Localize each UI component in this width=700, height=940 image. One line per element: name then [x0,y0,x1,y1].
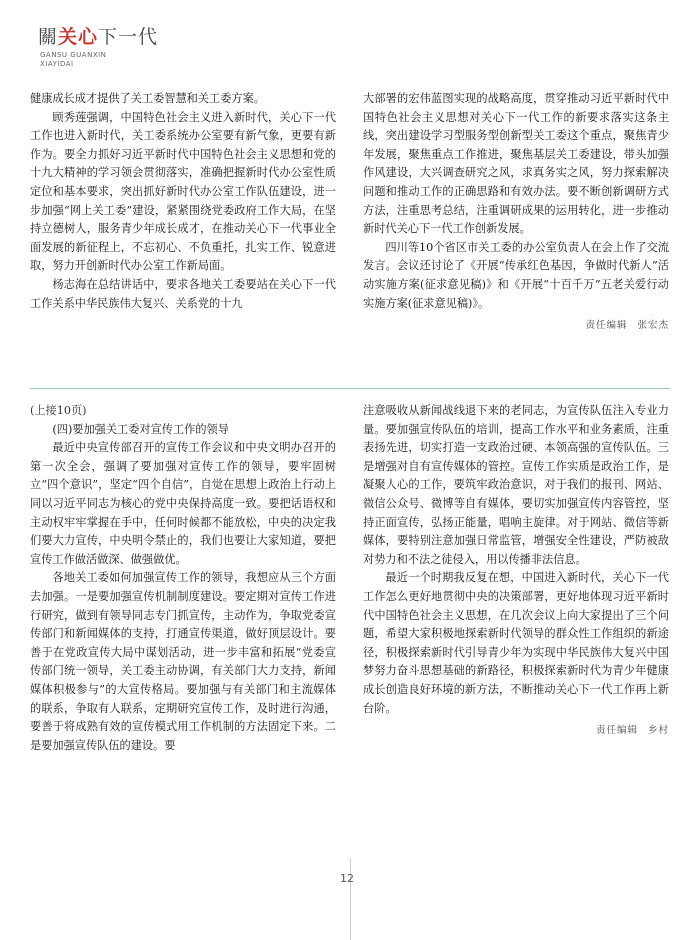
footer-rule [350,858,351,940]
paragraph: 大部署的宏伟蓝图实现的战略高度，贯穿推动习近平新时代中国特色社会主义思想对关心下一代工作的新要求落实这条主线，突出建设学习型服务型创新型关工委这个重点，聚焦青少年发展，聚焦重点工作推进，聚焦基层关工委建设，带头加强作风建设，大兴调查研究之风，求真务实之风，努力探索解决问题和推动工作的正确思路和有效办法。要不断创新调研方式方法，注重思考总结，注重调研成果的运用转化，进一步推动新时代关心下一代工作创新发展。 [363,92,669,236]
logo-subtitle-line2: XIAYIDAI [40,60,74,68]
magazine-logo [38,22,168,72]
continued-from-note: (上接10页) [30,404,87,417]
logo-subtitle-line1: GANSU GUANXIN [40,51,107,59]
top-article-left-column [30,90,336,313]
logo-title-left: 關 [38,26,59,48]
paragraph: 各地关工委如何加强宣传工作的领导，我想应从三个方面去加强。一是要加强宣传机制制度建设。要定期对宣传工作进行研究，做到有领导同志专门抓宣传，主动作为，争取党委宣传部门和新闻媒体的支持，打通宣传渠道，做好顶层设计。要善于在党政宣传大局中谋划活动，进一步丰富和拓展“党委宣传部门统一领导，关工委主动协调，有关部门大力支持，新闻媒体积极参与”的大宣传格局。要加强与有关部门和主流媒体的联系，争取有人联系，定期研究宣传工作，及时进行沟通，要善于将成熟有效的宣传模式用工作机制的方法固定下来。二是要加强宣传队伍的建设。要 [30,571,336,752]
logo-title-accent: 关心 [58,26,99,48]
editor-label: 责任编辑 [585,320,628,332]
editor-credit [363,317,669,336]
logo-title-right: 下一代 [98,26,159,48]
paragraph: 顾秀莲强调，中国特色社会主义进入新时代，关心下一代工作也进入新时代，关工委系统办公室要有新气象，更要有新作为。要全力抓好习近平新时代中国特色社会主义思想和党的十九大精神的学习领会贯彻落实，准确把握新时代办公室性质定位和基本要求，突出抓好新时代办公室工作队伍建设，进一步加强“网上关工委”建设，紧紧围绕党委政府工作大局，在坚持立德树人，服务青少年成长成才，在推动关心下一代事业全面发展的新征程上，不忘初心、不负重托，扎实工作、锐意进取，努力开创新时代办公室工作新局面。 [30,110,336,273]
paragraph: 健康成长成才提供了关工委智慧和关工委方案。 [30,92,265,105]
editor-name: 张宏杰 [637,320,669,332]
paragraph: 杨志海在总结讲话中，要求各地关工委要站在关心下一代工作关系中华民族伟大复兴、关系党的十九 [30,277,336,310]
page-number: 12 [340,872,354,885]
editor-credit [363,722,669,741]
paragraph: 四川等10个省区市关工委的办公室负责人在会上作了交流发言。会议还讨论了《开展“传承红色基因，争做时代新人”活动实施方案(征求意见稿)》和《开展“十百千万”五老关爱行动实施方案(征求意见稿)》。 [363,240,669,310]
paragraph: 最近中央宣传部召开的宣传工作会议和中央文明办召开的第一次全会，强调了要加强对宣传工作的领导，要牢固树立“四个意识”，坚定“四个自信”，自觉在思想上政治上行动上同以习近平同志为核心的党中央保持高度一致。要把话语权和主动权牢牢掌握在手中，任何时候都不能放松，中央的决定我们要大力宣传，中央明令禁止的，我们也要让大家知道，要把宣传工作做活做深、做强做优。 [30,441,336,566]
bottom-article-right-column [363,402,669,741]
logo-title [38,22,158,49]
paragraph: 注意吸收从新闻战线退下来的老同志，为宣传队伍注入专业力量。要加强宣传队伍的培训，提高工作水平和业务素质，注重表扬先进，切实打造一支政治过硬、本领高强的宣传队伍。三是增强对自有宣传媒体的管控。宣传工作实质是政治工作，是凝聚人心的工作，要筑牢政治意识，对于我们的报刊、网站、微信公众号、微博等自有媒体，要切实加强宣传内容管控，坚持正面宣传，弘扬正能量，唱响主旋律。对于网站、微信等新媒体，要特别注意加强日常监管，增强安全性建设，严防被敌对势力和不法之徒侵入，用以传播非法信息。 [363,404,669,566]
section-divider [30,388,670,389]
section-subheading: (四)要加强关工委对宣传工作的领导 [52,422,229,436]
bottom-article-left-column [30,402,336,755]
editor-label: 责任编辑 [595,725,638,737]
editor-name: 乡村 [647,725,669,737]
top-article-right-column [363,90,669,336]
paragraph: 最近一个时期我反复在想，中国进入新时代，关心下一代工作怎么更好地贯彻中央的决策部署，更好地体现习近平新时代中国特色社会主义思想，在几次会议上向大家提出了三个问题，希望大家积极地探索新时代领导的群众性工作组织的新途径，积极探索新时代引导青少年为实现中华民族伟大复兴中国梦努力奋斗思想基础的新路径，积极探索新时代为青少年健康成长创造良好环境的新方法，不断推动关心下一代工作再上新台阶。 [363,571,669,715]
